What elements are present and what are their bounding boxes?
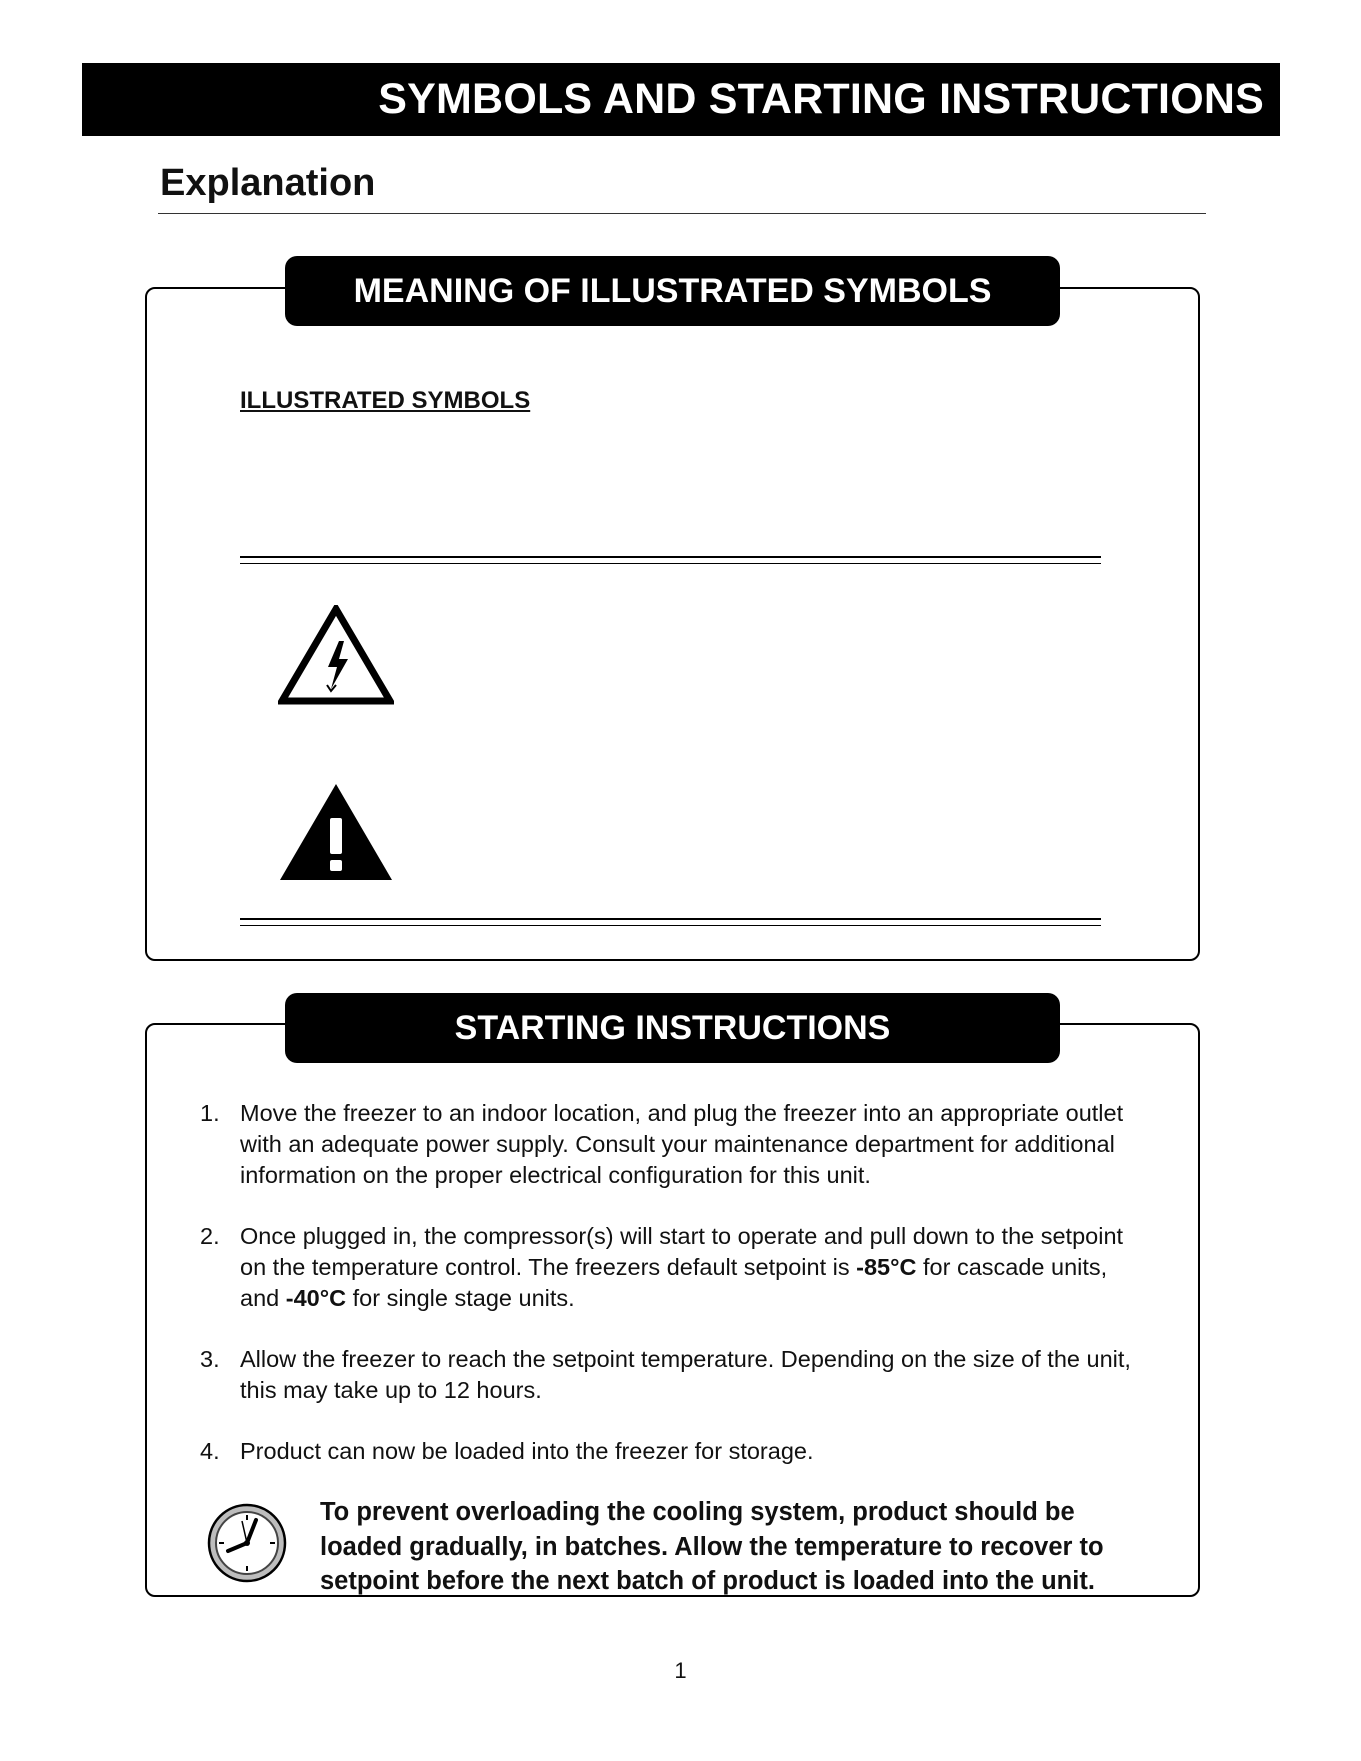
symbols-panel-title [285,256,1060,326]
step-text: Allow the freezer to reach the setpoint temperature. Depending on the size of the unit, this may take up to 12 hours. [240,1346,1131,1403]
starting-steps-list [200,1098,1140,1497]
loading-caution-note: To prevent overloading the cooling system, product should be loaded gradually, in batches. Allow the temperature to recover to setpoint before the next batch of product is loaded into the unit. [320,1498,1104,1595]
list-item [200,1344,1140,1406]
section-heading: Explanation [160,162,376,204]
page-number: 1 [674,1658,687,1683]
step-number: 1. [200,1100,220,1126]
step-text: Move the freezer to an indoor location, and plug the freezer into an appropriate outlet with an adequate power supply. Consult your maintenance department for additional information on the proper electrical configuration for this unit. [240,1100,1124,1188]
step-number: 2. [200,1223,220,1249]
section-divider [158,213,1206,214]
list-item [200,1436,1140,1467]
page-header-title: SYMBOLS AND STARTING INSTRUCTIONS [378,75,1264,123]
step-number: 4. [200,1438,220,1464]
general-warning-icon [278,782,394,882]
page-header-banner [82,63,1280,136]
single-stage-setpoint-value: -40°C [285,1285,347,1311]
symbols-bottom-double-rule [240,918,1101,926]
step-text: Once plugged in, the compressor(s) will start to operate and pull down to the setpoint on the temperature control. The freezers default setpoint is -85°C for cascade units, and -40°C for single stage units. [240,1223,1124,1311]
symbols-top-double-rule [240,556,1101,564]
list-item [200,1221,1140,1314]
starting-instructions-title-text: STARTING INSTRUCTIONS [454,1008,891,1047]
clock-icon [206,1502,288,1584]
illustrated-symbols-label: ILLUSTRATED SYMBOLS [240,387,531,414]
step-number: 3. [200,1346,220,1372]
symbols-panel-title-text: MEANING OF ILLUSTRATED SYMBOLS [353,271,992,310]
list-item [200,1098,1140,1191]
cascade-setpoint-value: -85°C [856,1254,917,1280]
starting-instructions-title [285,993,1060,1063]
step-text: Product can now be loaded into the freezer for storage. [240,1438,814,1464]
electrical-hazard-icon [278,605,394,705]
